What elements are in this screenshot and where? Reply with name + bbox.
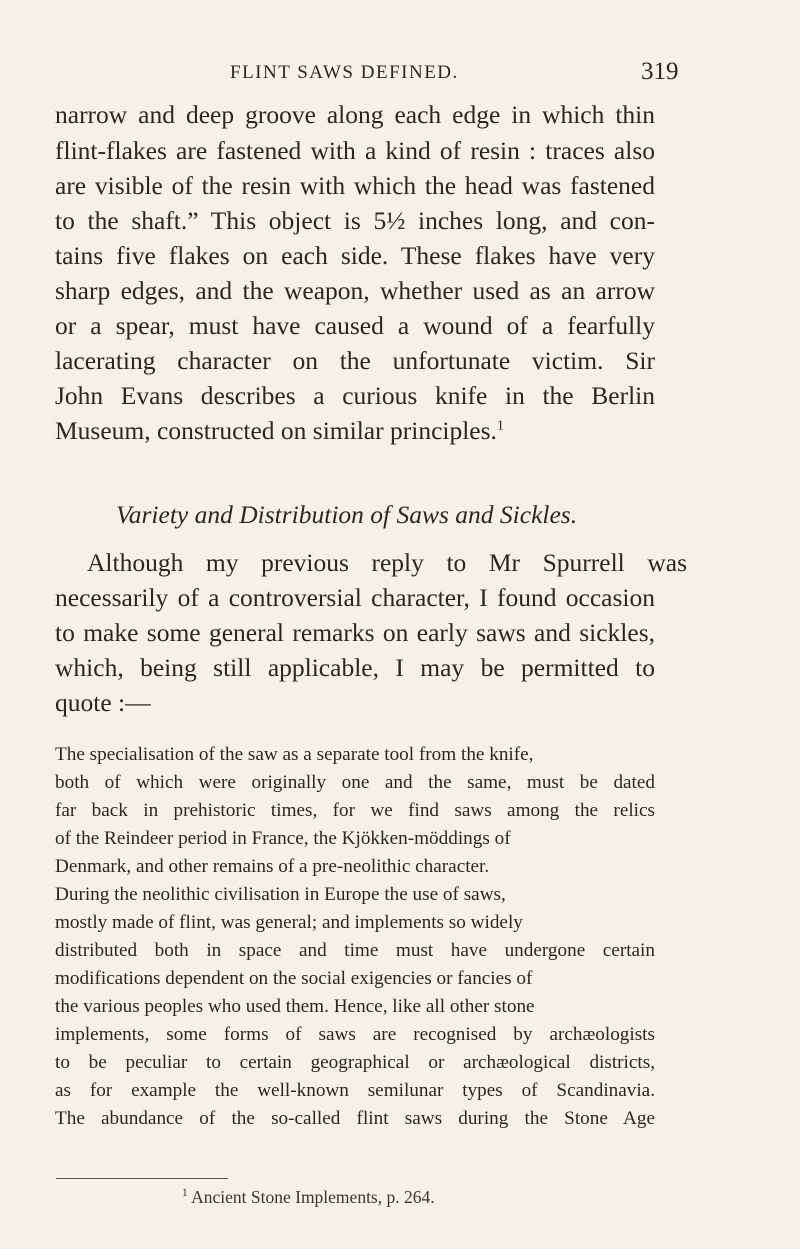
running-title: FLINT SAWS DEFINED. <box>230 62 459 83</box>
text-line: are visible of the resin with which the head was fastened <box>55 171 655 200</box>
text-line: lacerating character on the unfortunate victim. Sir <box>55 346 655 375</box>
quote-line: to be peculiar to certain geographical or archæological districts, <box>55 1052 655 1073</box>
quote-line: During the neolithic civilisation in Europe the use of saws, <box>55 884 506 905</box>
footnote-marker: 1 <box>182 1187 188 1200</box>
footnote-ref: 1 <box>496 418 504 434</box>
footnote-text: Ancient Stone Implements, p. 264. <box>191 1187 435 1207</box>
quote-line: The abundance of the so-called flint saws during the Stone Age <box>55 1108 655 1129</box>
quote-line: both of which were originally one and the same, must be dated <box>55 772 655 793</box>
text-line: tains five flakes on each side. These flakes have very <box>55 241 655 270</box>
footnote <box>182 1187 435 1208</box>
text-line: or a spear, must have caused a wound of a fearfully <box>55 311 655 340</box>
quote-line: mostly made of flint, was general; and implements so widely <box>55 912 523 933</box>
quote-line: the various peoples who used them. Hence, like all other stone <box>55 996 535 1017</box>
quote-line: as for example the well-known semilunar types of Scandinavia. <box>55 1080 655 1101</box>
text-line: Museum, constructed on similar principles. <box>55 416 497 445</box>
text-line: necessarily of a controversial character, I found occasion <box>55 583 655 612</box>
text-line: to the shaft.” This object is 5½ inches long, and con- <box>55 206 655 235</box>
quote-line: modifications dependent on the social exigencies or fancies of <box>55 968 533 989</box>
quote-line: The specialisation of the saw as a separate tool from the knife, <box>55 744 534 765</box>
text-line: quote :— <box>55 688 151 717</box>
quote-line: implements, some forms of saws are recognised by archæologists <box>55 1024 655 1045</box>
text-line: to make some general remarks on early saws and sickles, <box>55 618 655 647</box>
footnote-rule <box>56 1178 228 1179</box>
text-line: John Evans describes a curious knife in the Berlin <box>55 381 655 410</box>
text-line: flint-flakes are fastened with a kind of resin : traces also <box>55 136 655 165</box>
quote-line: of the Reindeer period in France, the Kjökken-möddings of <box>55 828 511 849</box>
page-number: 319 <box>641 58 679 85</box>
quote-line: far back in prehistoric times, for we find saws among the relics <box>55 800 655 821</box>
text-line: Although my previous reply to Mr Spurrell was <box>87 548 687 577</box>
text-line-with-footnote <box>55 416 504 446</box>
text-line: narrow and deep groove along each edge in which thin <box>55 100 655 129</box>
text-line: sharp edges, and the weapon, whether used as an arrow <box>55 276 655 305</box>
quote-line: distributed both in space and time must have undergone certain <box>55 940 655 961</box>
section-heading: Variety and Distribution of Saws and Sickles. <box>116 500 578 529</box>
running-head <box>0 58 800 88</box>
quote-line: Denmark, and other remains of a pre-neolithic character. <box>55 856 490 877</box>
text-line: which, being still applicable, I may be permitted to <box>55 653 655 682</box>
